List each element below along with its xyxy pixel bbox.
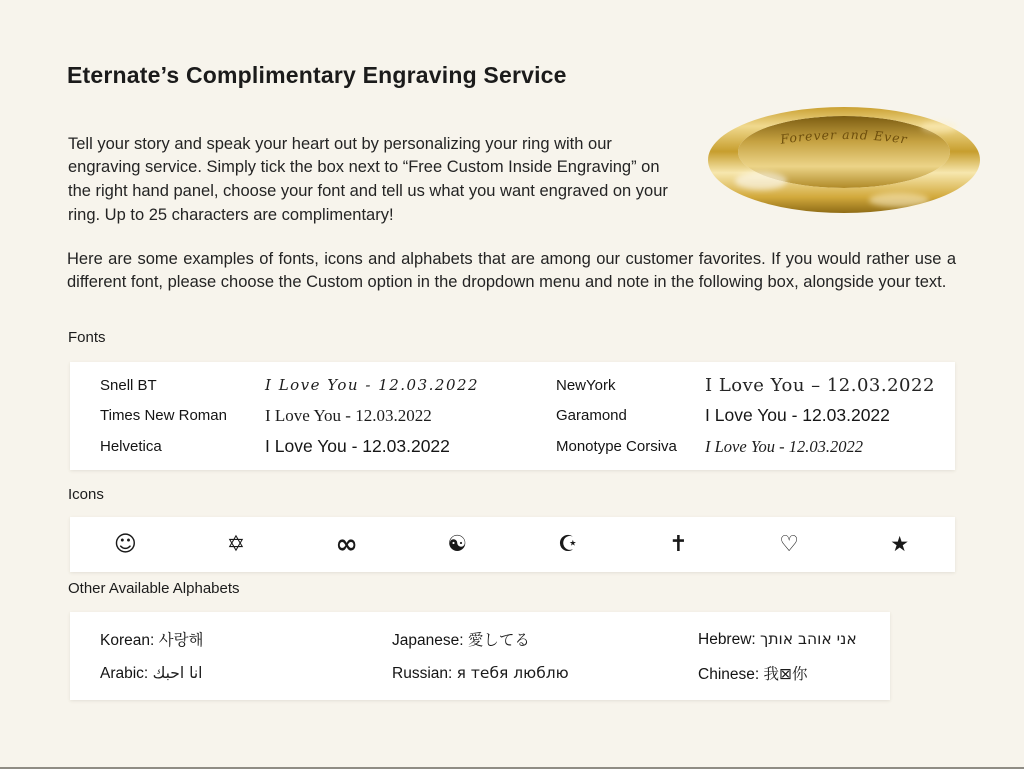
star-of-david-icon: ✡ xyxy=(226,531,246,557)
heart-icon: ♡ xyxy=(779,531,799,557)
alphabets-panel xyxy=(70,612,890,700)
ring-icon xyxy=(703,97,985,215)
font-sample-helvetica: I Love You - 12.03.2022 xyxy=(265,436,450,457)
page-title: Eternate’s Complimentary Engraving Service xyxy=(67,62,567,88)
ring-highlight xyxy=(921,121,957,133)
smiley-icon: ☺ xyxy=(113,531,137,557)
font-name-helvetica: Helvetica xyxy=(100,438,162,456)
alphabet-arabic-label: Arabic: xyxy=(100,664,149,682)
alphabet-russian-label: Russian: xyxy=(392,664,453,682)
ring-highlight xyxy=(869,193,929,207)
ring-engraving-text: Forever and Ever xyxy=(779,126,909,147)
font-sample-times: I Love You - 12.03.2022 xyxy=(265,405,432,425)
examples-note-paragraph: Here are some examples of fonts, icons and alphabets that are among our customer favorites. If you would rather use a different font, please choose the Custom option in the dropdown menu and note in the following box, alongside your text. xyxy=(67,249,956,292)
font-sample-garamond: I Love You - 12.03.2022 xyxy=(705,405,890,426)
font-name-garamond: Garamond xyxy=(556,407,627,425)
cross-icon: ✝ xyxy=(669,531,688,557)
gold-ring-image xyxy=(703,97,985,215)
icons-panel xyxy=(70,517,955,572)
fonts-heading: Fonts xyxy=(68,329,106,346)
font-name-times: Times New Roman xyxy=(100,407,227,425)
fonts-panel xyxy=(70,362,955,470)
alphabets-heading: Other Available Alphabets xyxy=(68,580,240,597)
alphabet-chinese-sample: 我⊠你 xyxy=(763,665,808,683)
font-sample-newyork: I Love You – 12.03.2022 xyxy=(705,374,935,396)
ring-highlight xyxy=(735,172,787,190)
alphabet-russian xyxy=(392,664,698,683)
alphabet-russian-sample: я тебя люблю xyxy=(456,663,569,682)
font-sample-snell: I Love You - 12.03.2022 xyxy=(265,376,480,395)
font-sample-corsiva: I Love You - 12.03.2022 xyxy=(705,436,863,456)
alphabet-chinese xyxy=(698,662,890,684)
font-name-snell: Snell BT xyxy=(100,376,157,394)
icons-heading: Icons xyxy=(68,486,104,503)
alphabet-korean-label: Korean: xyxy=(100,632,155,649)
infinity-icon: ∞ xyxy=(335,529,358,560)
alphabet-hebrew-label: Hebrew: xyxy=(698,630,756,648)
star-and-crescent-icon: ☪ xyxy=(557,531,578,557)
yin-yang-icon: ☯ xyxy=(447,531,468,557)
alphabet-arabic xyxy=(100,664,392,683)
intro-paragraph: Tell your story and speak your heart out by personalizing your ring with our engraving service. Simply tick the box next to “Free Custom Inside Engraving” on the right hand panel, choose your font and tell us what you want engraved on your ring. Up to 25 characters are complimentary! xyxy=(68,134,668,224)
alphabet-korean xyxy=(100,628,392,650)
alphabet-japanese-label: Japanese: xyxy=(392,632,464,649)
alphabet-arabic-sample: انا احبك xyxy=(152,663,203,682)
star-icon: ★ xyxy=(890,532,910,556)
alphabet-japanese xyxy=(392,628,698,650)
font-name-newyork: NewYork xyxy=(556,376,616,394)
alphabet-hebrew xyxy=(698,630,890,649)
alphabet-hebrew-sample: אני אוהב אותך xyxy=(760,629,857,648)
alphabet-japanese-sample: 愛してる xyxy=(467,631,530,649)
font-name-corsiva: Monotype Corsiva xyxy=(556,438,677,456)
alphabet-korean-sample: 사랑해 xyxy=(158,631,204,649)
alphabet-chinese-label: Chinese: xyxy=(698,666,760,683)
